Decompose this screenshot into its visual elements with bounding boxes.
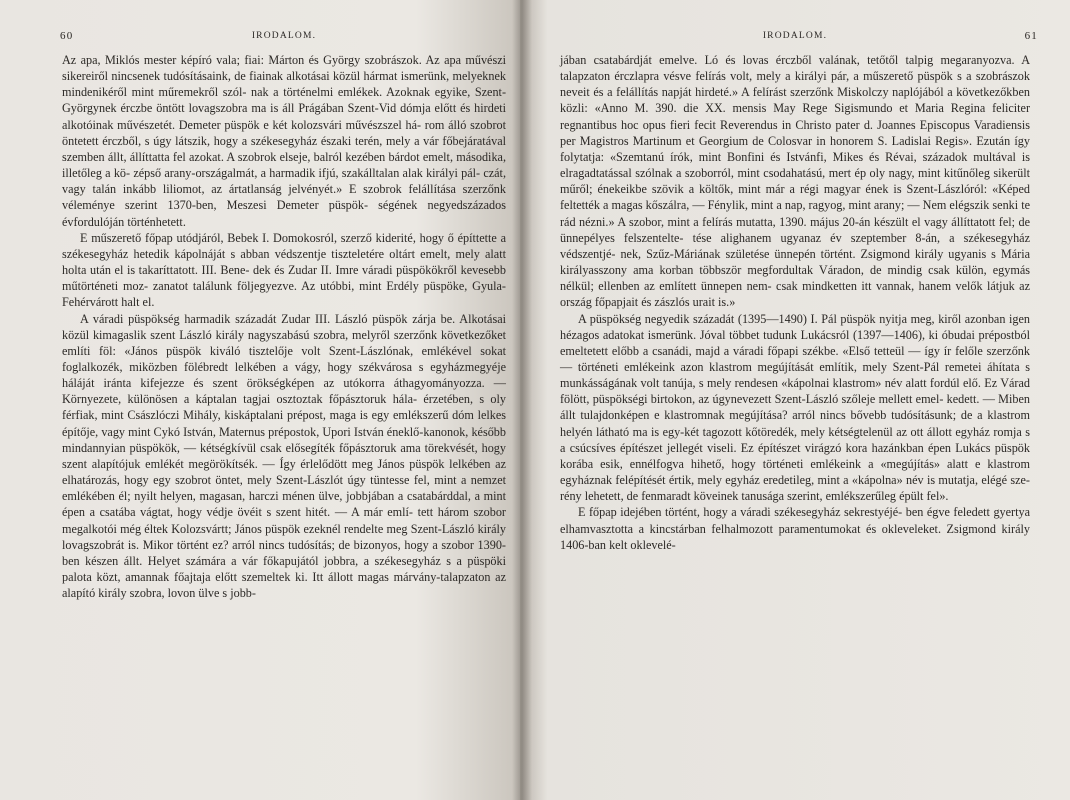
paragraph: Az apa, Miklós mester képíró vala; fiai: Márton és György szobrászok. Az apa művészi sikereiről nincsenek tudósításaink, de fiainak alkotásai közül hármat ismerünk, melyeknek mindenikéről mint műremekről szól- nak a történelmi emlékek. Azoknak egyike, Szent-Györgynek érczbe öntött lovagszobra ma is áll Prágában Szent-Vid dómja előtt és hirdeti alkotóinak művészetét. Demeter püspök e két kolozsvári művészszel há- rom álló szobrot öntetett érczből, s úgy látszik, hogy a székesegyház északi terén, mely a vár főbejáratával szemben állt, állíttatta fel azokat. A szobrok elseje, balról kezében bárdot emelt, másodika, illetőleg a kö- zépső arany-országalmát, a harmadik ifjú, szakálltalan alak királyi pál- czát, vagy talán inkább liliomot, az ártatlanság jelvényét.» E szobrok felállítása szerzőnk véleménye szerint 1370-ben, Meszesi Demeter püspök- ségének negyedszázados évfordulóján történhetett. [62, 53, 506, 229]
left-running-title: IRODALOM. [251, 31, 317, 41]
left-running-head [62, 30, 506, 52]
paragraph: E főpap idejében történt, hogy a váradi székesegyház sekrestyéjé- ben égve feledett gyertya elhamvasztotta a kincstárban felhalmozott paramentumokat és okleveleket. Zsigmond király 1406-ban kelt oklevelé- [560, 505, 1030, 552]
right-running-head [560, 30, 1038, 52]
right-page [520, 0, 1070, 800]
paragraph: jában csatabárdját emelve. Ló és lovas érczből valának, tetőtől talpig megaranyozva. A talapzaton érczlapra vésve felírás volt, mely a királyi pár, a műszerető püspök s a szobrászok neveit és a felállítás napját hirdeté.» A felírást szerzőnk Miskolczy naplójából a következőkben közli: «Anno M. 390. die XX. mensis May Rege Sigismundo et Maria Regina feliciter regnantibus hoc opus fieri fecit Reverendus in Christo pater d. Joannes Episcopus Varadiensis per Magistros Martinum et Georgium de Colosvar in honorem S. Ladislai Regis». Ezután így folytatja: «Szemtanú írók, mint Bonfini és Istvánfi, Mikes és Révai, századok multával is elragadtatással szólnak a szoborról, mint csodahatású, mert ép oly nagy, mint kitűnőleg sikerült műről; énekeikbe szövik a költők, mint már a régi magyar ének is Szent-Lászlóról: «Képed feltették a magas kőszálra, — Fénylik, mint a nap, ragyog, mint arany; — Nem elégszik senki te rád nézni.» A szobor, mint a felírás mutatta, 1390. május 20-án készült el vagy állíttatott fel; de ünnepélyes felszentelte- tése alighanem ugyanaz év szeptember 8-án, a székesegyház védszentjé- nek, Szűz-Máriának születése ünnepén történt. Zsigmond király ugyanis s Mária királyasszony ama korban többször megfordultak Váradon, de mindig csak külön, egymás nélkül; ellenben az említett ünnepen nem- csak mindketten itt vannak, hanem velők látjuk az ország főpapjait és zászlós urait is.» [560, 53, 1030, 310]
right-page-number: 61 [1024, 30, 1038, 42]
right-page-text [560, 52, 1030, 553]
paragraph: A püspökség negyedik századát (1395—1490) I. Pál püspök nyitja meg, kiről azonban igen hézagos adatokat ismerünk. Jóval többet tudunk Lukácsról (1397—1406), ki óbudai prépostból emeltetett előbb a csanádi, majd a váradi főpapi székbe. «Első tetteül — így ír felőle szerzőnk — történeti emlékeink azon klastrom megújítását említik, mely Szent-Pál remetei áhítata s munkásságának volt tanúja, s mely rendesen «kápolnai klastrom» név alatt fordúl elő. Ez Várad fölött, püspökségi birtokon, az úgynevezett Szent-László szőleje mellett emel- kedett. — Miben állt tulajdonképen e klastromnak megújítása? arról nincs bővebb tudósításunk; de a klastrom helyén látható ma is egy-két tagozott kőtöredék, mely kétségtelenül az ott állott egyház romja s a csúcsíves építészet jellegét viseli. Ez építészet virágzó kora hazánkban épen Lukács püspök korába esik, ennélfogva hihető, hogy történeti emlékeink a «megújítás» alatt e klastrom egyháznak felépítését értik, mely egyház eredetileg, mint a «kápolna» név is mutatja, elégé sze- rény lehetett, de fenmaradt köveinek tanusága szerint, emlékszerűleg épült fel». [560, 311, 1030, 504]
paragraph: E műszerető főpap utódjáról, Bebek I. Domokosról, szerző kiderité, hogy ő építtette a székesegyház hetedik kápolnáját s abban védszentje tiszteletére oltárt emelt, mely alatt holta után el is takaríttatott. III. Bene- dek és Zudar II. Imre váradi püspökökről kevesebb műtörténeti moz- zanatot találunk följegyezve. Az utóbbi, mint Erdély püspöke, Gyula- Fehérvárott halt el. [62, 230, 506, 310]
left-page [0, 0, 520, 800]
left-page-text [62, 52, 506, 601]
left-page-number: 60 [60, 30, 74, 42]
book-gutter [512, 0, 532, 800]
right-running-title: IRODALOM. [762, 31, 828, 41]
paragraph: A váradi püspökség harmadik századát Zudar III. László püspök zárja be. Alkotásai közül kimagaslik szent László király nagyszabású szobra, melyről szerzőnk következőket említi föl: «János püspök kiváló tisztelője volt Szent-Lászlónak, emlékével sokat foglalkozék, miközben fölébredt lelkében a vágy, hogy székvárosa s egyházmegyéje háláját iránta kifejezze és szent örökségképen az utókorra áthagyományozza. — Környezete, különösen a káptalan tagjai osztoztak főpásztoruk hála- érzetében, s oly férfiak, mint Császlóczi Mihály, kiskáptalani prépost, maga is egy emlékszerű dóm lelkes építője, vagy mint Cykó István, Maternus prépostok, Upori István éneklő-kanonok, később mindannyian püspökök, — kétségkívül csak elősegíték főpásztoruk ama törekvését, hogy szent alapítójuk emlékét megörökítsék. — Így érlelődött meg János püspök lelkében az elhatározás, hogy egy szobrot öntet, mely Szent-Lászlót úgy tüntesse fel, mint a nemzet emlékében él; nyilt helyen, magasan, harczi ménen ülve, jobbjában a csatabárddal, a mint épen a csatába vágtat, hogy védje övéit s szent hitét. — A már emlí- tett három szobor megalkotói még éltek Kolozsvártt; János püspök ezeknél rendelte meg Szent-László király lovagszobrát is. Mikor történt ez? arról nincs tudósítás; de bizonyos, hogy a szobor 1390-ben készen állt. Helyet számára a vár főkapujától jobbra, a székesegyház s a püspöki palota közt, amannak főajtaja előtt szemeltek ki. Itt állott magas márvány-talapzaton az alapító király szobra, lovon ülve s jobb- [62, 311, 506, 601]
